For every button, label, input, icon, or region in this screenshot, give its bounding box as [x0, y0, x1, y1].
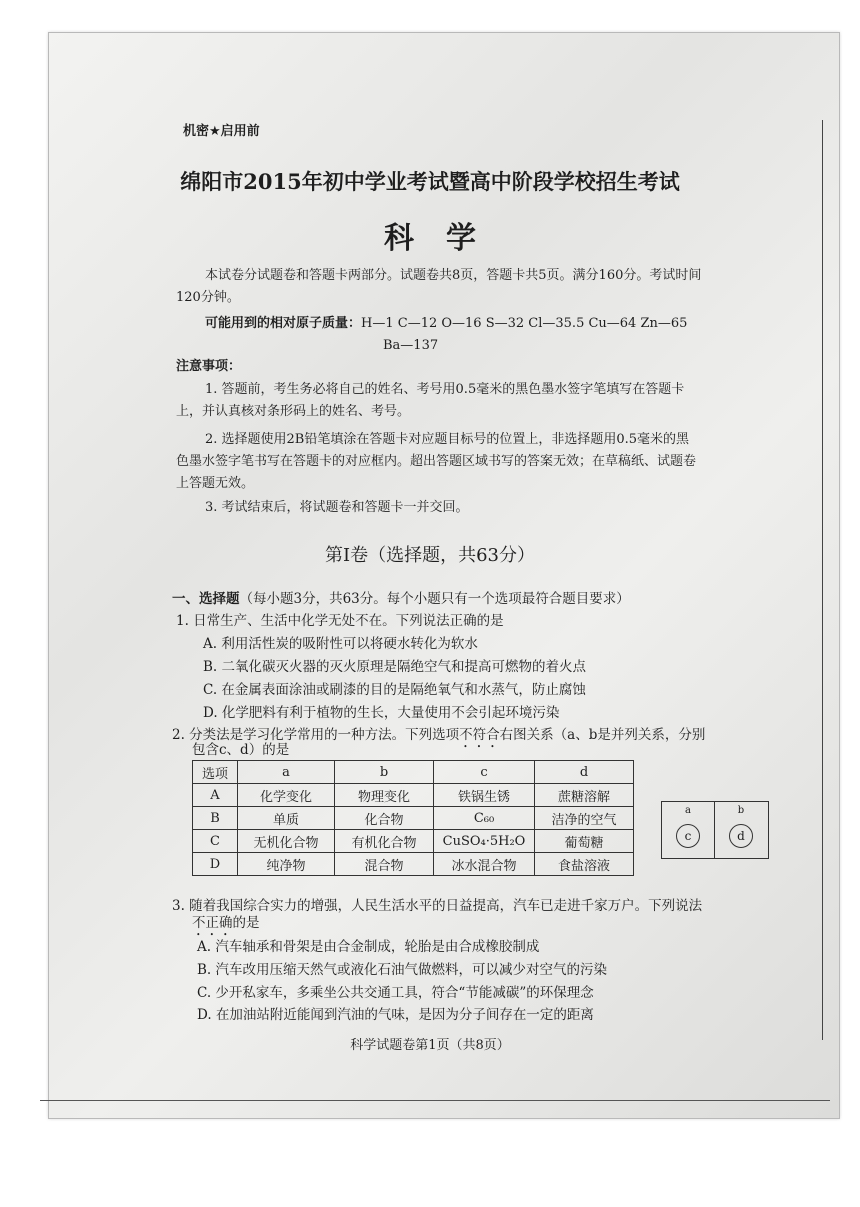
table-row	[193, 784, 634, 807]
page-footer: 科学试题卷第1页（共8页）	[350, 1038, 510, 1053]
section-title: 第Ⅰ卷（选择题，共63分）	[324, 545, 535, 566]
table-cell: C₆₀	[434, 807, 535, 830]
table-header-cell: d	[535, 761, 634, 784]
atomic-mass-values: H—1 C—12 O—16 S—32 Cl—35.5 Cu—64 Zn—65	[361, 316, 688, 331]
q3-option-b: B. 汽车改用压缩天然气或液化石油气做燃料，可以减少对空气的污染	[197, 962, 608, 978]
atomic-mass-label: 可能用到的相对原子质量：	[205, 316, 362, 331]
table-cell: C	[193, 830, 238, 853]
q2-stem-b: 右图关系（a、b是并列关系，分别	[499, 727, 706, 743]
q1-option-d: D. 化学肥料有利于植物的生长，大量使用不会引起环境污染	[203, 705, 560, 721]
q2-table	[192, 760, 634, 876]
table-cell: 物理变化	[335, 784, 434, 807]
table-header-cell: a	[238, 761, 335, 784]
diagram-box-b	[715, 802, 767, 858]
table-header-row	[193, 761, 634, 784]
table-cell: 冰水混合物	[434, 853, 535, 876]
diagram-circle-d: d	[729, 824, 753, 848]
table-header-cell: 选项	[193, 761, 238, 784]
q1-option-c: C. 在金属表面涂油或刷漆的目的是隔绝氧气和水蒸气，防止腐蚀	[203, 682, 586, 698]
notes-heading: 注意事项：	[176, 359, 242, 374]
q1-option-b: B. 二氧化碳灭火器的灭火原理是隔绝空气和提高可燃物的着火点	[203, 659, 587, 675]
table-cell: 化合物	[335, 807, 434, 830]
q3-stem-emphasis: 不正确	[192, 915, 233, 931]
note-2a: 2. 选择题使用2B铅笔填涂在答题卡对应题目标号的位置上，非选择题用0.5毫米的黑	[205, 432, 690, 447]
table-cell: 纯净物	[238, 853, 335, 876]
table-cell: 蔗糖溶解	[535, 784, 634, 807]
diagram-box-a	[662, 802, 714, 858]
note-1a: 1. 答题前，考生务必将自己的姓名、考号用0.5毫米的黑色墨水签字笔填写在答题卡	[205, 382, 685, 397]
q1-option-a: A. 利用活性炭的吸附性可以将硬水转化为软水	[203, 636, 478, 652]
table-cell: A	[193, 784, 238, 807]
subject-title: 科学	[384, 221, 508, 256]
q2-stem-line-2: 包含c、d）的是	[192, 742, 290, 758]
paper-edge-line	[822, 120, 823, 1040]
table-row	[193, 807, 634, 830]
q3-option-c: C. 少开私家车，多乘坐公共交通工具，符合“节能减碳”的环保理念	[197, 985, 594, 1001]
atomic-mass-values-2: Ba—137	[383, 338, 439, 353]
table-header-cell: b	[335, 761, 434, 784]
table-cell: 铁锅生锈	[434, 784, 535, 807]
intro-line-1: 本试卷分试题卷和答题卡两部分。试题卷共8页，答题卡共5页。满分160分。考试时间	[205, 268, 702, 283]
table-cell: B	[193, 807, 238, 830]
q3-stem-line-1: 3. 随着我国综合实力的增强，人民生活水平的日益提高，汽车已走进千家万户。下列说法	[172, 898, 703, 914]
q2-relation-diagram	[661, 801, 769, 859]
paper-bottom-line	[40, 1100, 830, 1101]
table-cell: D	[193, 853, 238, 876]
q3-option-d: D. 在加油站附近能闻到汽油的气味，是因为分子间存在一定的距离	[197, 1007, 594, 1023]
table-row	[193, 830, 634, 853]
table-header-cell: c	[434, 761, 535, 784]
table-cell: 混合物	[335, 853, 434, 876]
table-cell: 化学变化	[238, 784, 335, 807]
table-cell: 食盐溶液	[535, 853, 634, 876]
table-cell: 洁净的空气	[535, 807, 634, 830]
table-row	[193, 853, 634, 876]
note-3: 3. 考试结束后，将试题卷和答题卡一并交回。	[205, 500, 469, 515]
table-cell: 葡萄糖	[535, 830, 634, 853]
part-heading	[172, 587, 630, 607]
diagram-label-a: a	[685, 805, 691, 816]
atomic-mass-line	[205, 313, 687, 335]
note-2b: 色墨水签字笔书写在答题卡的对应框内。超出答题区域书写的答案无效；在草稿纸、试题卷	[176, 454, 697, 469]
q3-stem-b: 的是	[232, 915, 260, 931]
table-cell: 无机化合物	[238, 830, 335, 853]
diagram-label-b: b	[737, 805, 745, 816]
note-2c: 上答题无效。	[176, 476, 255, 491]
confidential-label: 机密★启用前	[183, 124, 260, 139]
q3-option-a: A. 汽车轴承和骨架是由合金制成，轮胎是由合成橡胶制成	[197, 939, 540, 955]
q2-stem-a: 2. 分类法是学习化学常用的一种方法。下列选项	[172, 727, 460, 743]
diagram-circle-c: c	[676, 824, 700, 848]
part-description: （每小题3分，共63分。每个小题只有一个选项最符合题目要求）	[239, 591, 630, 607]
q2-stem-emphasis: 不符合	[459, 727, 500, 743]
q1-stem: 1. 日常生产、生活中化学无处不在。下列说法正确的是	[176, 613, 504, 629]
note-1b: 上，并认真核对条形码上的姓名、考号。	[176, 404, 411, 419]
exam-title: 绵阳市2015年初中学业考试暨高中阶段学校招生考试	[180, 169, 680, 194]
table-cell: CuSO₄·5H₂O	[434, 830, 535, 853]
table-cell: 有机化合物	[335, 830, 434, 853]
table-cell: 单质	[238, 807, 335, 830]
part-label: 一、选择题	[172, 591, 240, 607]
intro-line-2: 120分钟。	[176, 290, 240, 305]
